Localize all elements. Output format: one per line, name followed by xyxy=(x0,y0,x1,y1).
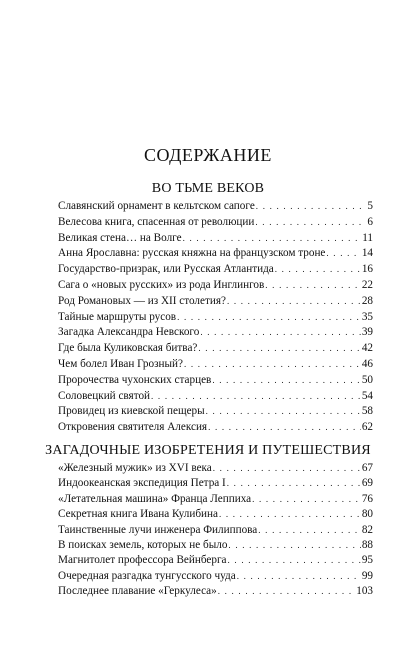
toc-dot-leader xyxy=(183,231,362,245)
toc-entry-title: В поисках земель, которых не было xyxy=(58,539,228,551)
toc-entry xyxy=(58,357,373,371)
toc-dot-leader xyxy=(228,538,360,552)
section-title-2: ЗАГАДОЧНЫЕ ИЗОБРЕТЕНИЯ И ПУТЕШЕСТВИЯ xyxy=(45,443,371,458)
toc-entry xyxy=(58,341,373,355)
toc-entry xyxy=(58,325,373,339)
toc-dot-leader xyxy=(212,373,360,387)
toc-entry-page-number: 103 xyxy=(356,585,373,598)
toc-entry-title: Велесова книга, спасенная от революции xyxy=(58,215,255,228)
toc-entry-page-number: 5 xyxy=(367,200,373,212)
section-title-1: ВО ТЬМЕ ВЕКОВ xyxy=(151,181,265,196)
toc-entry-page-number: 54 xyxy=(361,389,373,402)
toc-entry xyxy=(58,476,373,490)
toc-entry-page-number: 16 xyxy=(361,263,373,276)
toc-entry-page-number: 99 xyxy=(361,569,373,582)
toc-entry-title: Очередная разгадка тунгусского чуда xyxy=(58,569,236,582)
toc-entry-title: Славянский орнамент в кельтском сапоге xyxy=(58,200,255,212)
toc-entry-title: Таинственные лучи инженера Филиппова xyxy=(58,523,258,536)
toc-entry-page-number: 28 xyxy=(361,294,373,307)
toc-entry-page-number: 35 xyxy=(361,310,373,323)
toc-entry-page-number: 82 xyxy=(361,523,373,536)
toc-entry-page-number: 62 xyxy=(361,421,373,434)
toc-entry-page-number: 42 xyxy=(361,342,373,355)
toc-entry-title: Провидец из киевской пещеры xyxy=(58,405,205,418)
toc-entry xyxy=(58,404,373,418)
toc-entry-page-number: 50 xyxy=(361,373,373,386)
toc-entry-title: Великая стена… на Волге xyxy=(58,231,182,244)
toc-entry-page-number: 6 xyxy=(367,215,373,228)
toc-entry-title: Государство-призрак, или Русская Атлантида xyxy=(58,263,274,276)
toc-dot-leader xyxy=(237,569,361,583)
toc-entry-page-number: 58 xyxy=(361,405,373,418)
toc-entry xyxy=(58,523,373,537)
toc-dot-leader xyxy=(198,341,360,355)
toc-dot-leader xyxy=(256,199,367,213)
toc-entry-title: Сага о «новых русских» из рода Инглингов xyxy=(58,279,265,291)
toc-entry-title: Последнее плавание «Геркулеса» xyxy=(58,585,217,598)
toc-entry-page-number: 69 xyxy=(361,477,373,490)
toc-entry-page-number: 14 xyxy=(361,247,373,260)
toc-entry xyxy=(58,461,373,475)
toc-entry xyxy=(58,492,373,506)
toc-entry xyxy=(58,294,373,308)
toc-entry xyxy=(58,215,373,229)
toc-entry-title: «Летательная машина» Франца Леппиха xyxy=(58,492,252,505)
page-title: СОДЕРЖАНИЕ xyxy=(144,145,272,165)
toc-dot-leader xyxy=(275,262,361,276)
toc-entry-page-number: 46 xyxy=(361,358,373,370)
toc-entry-title: Магнитолет профессора Вейнберга xyxy=(58,554,227,567)
toc-entry-title: Откровения святителя Алексия xyxy=(58,421,208,434)
toc-dot-leader xyxy=(219,507,361,521)
toc-dot-leader xyxy=(213,461,361,475)
toc-entry xyxy=(58,538,373,552)
toc-entry-title: Пророчества чухонских старцев xyxy=(58,373,212,386)
toc-entry-page-number: 95 xyxy=(361,554,373,567)
toc-entry-page-number: 11 xyxy=(362,231,373,244)
toc-entry-title: Соловецкий святой xyxy=(58,389,151,402)
toc-dot-leader xyxy=(206,404,361,418)
toc-entry xyxy=(58,389,373,403)
toc-entry-title: Чем болел Иван Грозный? xyxy=(58,358,183,370)
toc-entry-title: Анна Ярославна: русская княжна на французском троне xyxy=(58,247,326,260)
toc-entry xyxy=(58,569,373,583)
toc-dot-leader xyxy=(208,420,361,434)
toc-entry xyxy=(58,231,373,245)
toc-entry xyxy=(58,507,373,521)
toc-entry-title: Индоокеанская экспедиция Петра I xyxy=(58,477,226,490)
toc-dot-leader xyxy=(265,278,361,292)
toc-entry xyxy=(58,584,373,598)
toc-dot-leader xyxy=(227,294,361,308)
toc-dot-leader xyxy=(151,389,361,403)
toc-entry-page-number: 67 xyxy=(361,462,373,474)
toc-entry-page-number: 80 xyxy=(361,508,373,521)
toc-entry-title: Тайные маршруты русов xyxy=(58,310,177,323)
toc-entry xyxy=(58,199,373,213)
toc-entry xyxy=(58,246,373,260)
toc-dot-leader xyxy=(177,310,361,324)
toc-entry-page-number: 39 xyxy=(361,326,373,339)
toc-dot-leader xyxy=(258,523,361,537)
toc-dot-leader xyxy=(227,476,361,490)
toc-entry xyxy=(58,420,373,434)
toc-entry-page-number: 88 xyxy=(361,539,373,551)
toc-entry xyxy=(58,310,373,324)
toc-entry xyxy=(58,373,373,387)
toc-entry-title: Род Романовых — из XII столетия? xyxy=(58,294,226,307)
toc-dot-leader xyxy=(200,325,360,339)
toc-dot-leader xyxy=(184,357,361,371)
toc-entry-title: Секретная книга Ивана Кулибина xyxy=(58,508,218,521)
toc-dot-leader xyxy=(252,492,361,506)
toc-dot-leader xyxy=(326,246,360,260)
toc-dot-leader xyxy=(255,215,366,229)
toc-entry xyxy=(58,262,373,276)
toc-entry-title: Где была Куликовская битва? xyxy=(58,342,198,355)
toc-entry-page-number: 76 xyxy=(361,492,373,505)
toc-entry xyxy=(58,278,373,292)
toc-entry-title: Загадка Александра Невского xyxy=(58,326,200,339)
toc-dot-leader xyxy=(228,553,361,567)
toc-entry xyxy=(58,553,373,567)
toc-entry-page-number: 22 xyxy=(361,279,373,291)
toc-entry-title: «Железный мужик» из XVI века xyxy=(58,462,212,474)
toc-dot-leader xyxy=(218,584,355,598)
